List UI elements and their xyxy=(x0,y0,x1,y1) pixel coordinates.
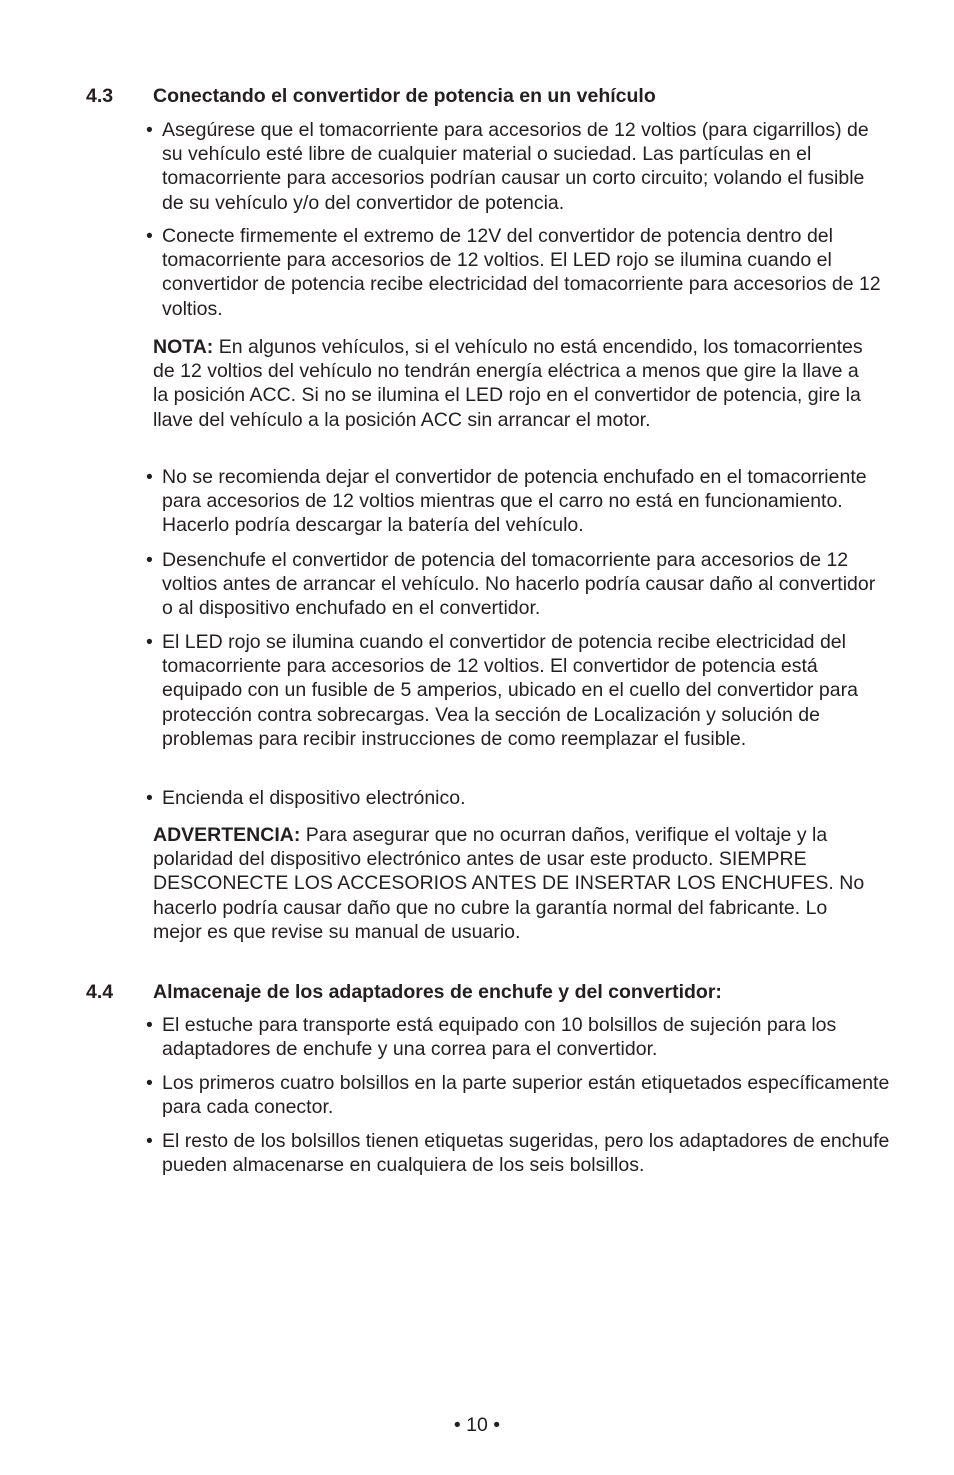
bullet-text: Asegúrese que el tomacorriente para accesorios de 12 voltios (para cigarrillos) de su vehículo esté libre de cualquier material o suciedad. Las partículas en el tomacorriente para accesorios podrían causar un corto circuito; volando el fusible de su vehículo y/o del convertidor de potencia. xyxy=(162,119,869,214)
list-item xyxy=(146,548,890,621)
bullet-text: Desenchufe el convertidor de potencia del tomacorriente para accesorios de 12 voltios antes de arrancar el vehículo. No hacerlo podría causar daño al convertidor o al dispositivo enchufado en el convertidor. xyxy=(162,549,876,620)
bullet-marker: • xyxy=(146,225,153,247)
bullet-text: No se recomienda dejar el convertidor de potencia enchufado en el tomacorriente para accesorios de 12 voltios mientras que el carro no está en funcionamiento. Hacerlo podría descargar la batería del vehículo. xyxy=(162,466,867,537)
section-heading-4-3 xyxy=(86,84,656,108)
warning-label: ADVERTENCIA: xyxy=(153,824,301,846)
note-label: NOTA: xyxy=(153,336,214,358)
section-number: 4.3 xyxy=(86,85,114,107)
bullet-marker: • xyxy=(146,1014,153,1036)
list-item xyxy=(146,1071,890,1119)
list-item xyxy=(146,630,890,751)
section-title: Conectando el convertidor de potencia en un vehículo xyxy=(153,85,656,107)
list-item xyxy=(146,1013,890,1061)
bullet-marker: • xyxy=(146,549,153,571)
list-item xyxy=(146,224,890,321)
list-item xyxy=(146,1129,890,1177)
warning-paragraph xyxy=(153,823,875,944)
bullet-text: Encienda el dispositivo electrónico. xyxy=(162,787,466,809)
section-title: Almacenaje de los adaptadores de enchufe y del convertidor: xyxy=(153,981,722,1003)
bullet-text: Los primeros cuatro bolsillos en la parte superior están etiquetados específicamente para cada conector. xyxy=(162,1072,890,1119)
bullet-marker: • xyxy=(146,1072,153,1094)
bullet-text: El resto de los bolsillos tienen etiquetas sugeridas, pero los adaptadores de enchufe pueden almacenarse en cualquiera de los seis bolsillos. xyxy=(162,1130,890,1177)
bullet-marker: • xyxy=(146,787,153,809)
bullet-text: El LED rojo se ilumina cuando el convertidor de potencia recibe electricidad del tomacorriente para accesorios de 12 voltios. El convertidor de potencia está equipado con un fusible de 5 amperios, ubicado en el cuello del convertidor para protección contra sobrecargas. Vea la sección de Localización y solución de problemas para recibir instrucciones de como reemplazar el fusible. xyxy=(162,631,858,750)
bullet-text: El estuche para transporte está equipado con 10 bolsillos de sujeción para los adaptadores de enchufe y una correa para el convertidor. xyxy=(162,1014,837,1061)
list-item xyxy=(146,465,890,538)
warning-text: Para asegurar que no ocurran daños, verifique el voltaje y la polaridad del dispositivo electrónico antes de usar este producto. SIEMPRE DESCONECTE LOS ACCESORIOS ANTES DE INSERTAR LOS ENCHUFES. No hacerlo podría causar daño que no cubre la garantía normal del fabricante. Lo mejor es que revise su manual de usuario. xyxy=(153,824,865,943)
page-number: • 10 • xyxy=(453,1414,501,1436)
bullet-marker: • xyxy=(146,631,153,653)
list-item xyxy=(146,786,890,810)
note-paragraph xyxy=(153,335,875,432)
list-item xyxy=(146,118,890,215)
note-text: En algunos vehículos, si el vehículo no está encendido, los tomacorrientes de 12 voltios del vehículo no tendrán energía eléctrica a menos que gire la llave a la posición ACC. Si no se ilumina el LED rojo en el convertidor de potencia, gire la llave del vehículo a la posición ACC sin arrancar el motor. xyxy=(153,336,863,431)
bullet-marker: • xyxy=(146,466,153,488)
bullet-text: Conecte firmemente el extremo de 12V del convertidor de potencia dentro del tomacorriente para accesorios de 12 voltios. El LED rojo se ilumina cuando el convertidor de potencia recibe electricidad del tomacorriente para accesorios de 12 voltios. xyxy=(162,225,881,320)
section-number: 4.4 xyxy=(86,981,114,1003)
bullet-marker: • xyxy=(146,119,153,141)
section-heading-4-4 xyxy=(86,980,722,1004)
bullet-marker: • xyxy=(146,1130,153,1152)
